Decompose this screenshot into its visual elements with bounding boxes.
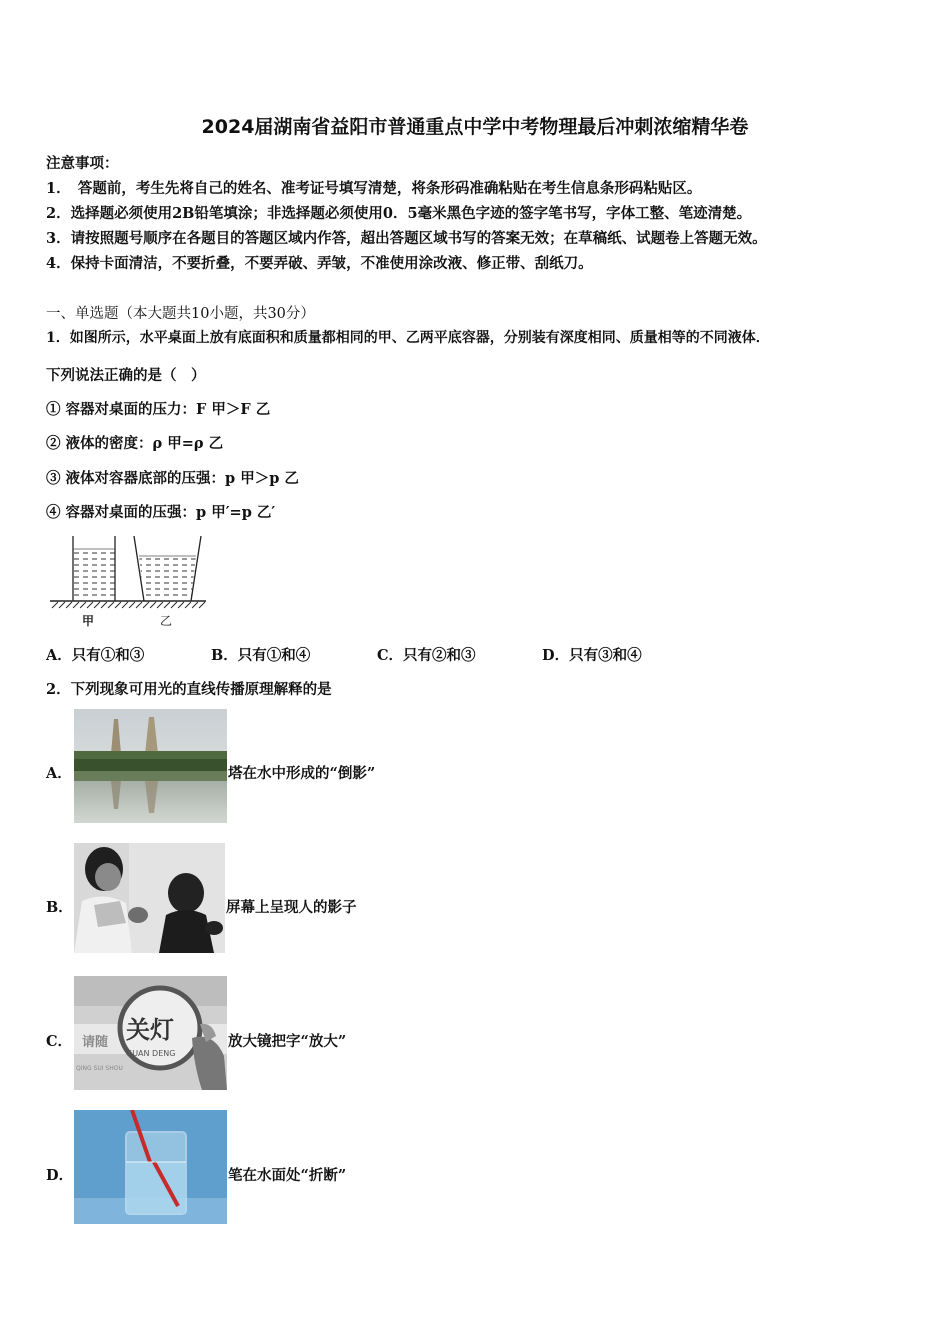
notice-item-4: 4．保持卡面清洁，不要折叠，不要弄破、弄皱，不准使用涂改液、修正带、刮纸刀。 [46,255,593,272]
q1-stem: 1．如图所示，水平桌面上放有底面积和质量都相同的甲、乙两平底容器，分别装有深度相同、质量相等的不同液体． [46,330,770,346]
notice-heading: 注意事项： [46,155,119,172]
q2-option-b-letter[interactable]: B． [46,899,73,916]
shadow-image [74,843,225,953]
containers-figure [46,532,211,632]
magnifier-big-text: 关灯 [126,1016,174,1044]
magnifier-pinyin-small: QING SUI SHOU [76,1065,123,1072]
section-heading: 一、单选题（本大题共10小题，共30分） [46,306,315,322]
q1-ask: 下列说法正确的是（ ） [46,367,206,384]
label-yi: 乙 [160,614,173,628]
q1-statement-4: ④ 容器对桌面的压强：p 甲′=p 乙′ [46,504,276,521]
pen-in-water-image [74,1110,227,1224]
q1-options [46,644,706,664]
notice-item-2: 2．选择题必须使用2B铅笔填涂；非选择题必须使用0．5毫米黑色字迹的签字笔书写，字体工整、笔迹清楚。 [46,205,752,222]
magnifier-small-text: 请随 [82,1035,109,1050]
magnifier-image [74,976,227,1090]
q1-statement-2: ② 液体的密度：ρ 甲=ρ 乙 [46,435,224,452]
pagoda-reflection-image [74,709,227,823]
page-title: 2024届湖南省益阳市普通重点中学中考物理最后冲刺浓缩精华卷 [201,116,749,138]
q1-option-d[interactable]: D．只有③和④ [542,647,642,664]
q2-option-a-letter[interactable]: A． [46,765,72,782]
q2-option-c-letter[interactable]: C． [46,1033,73,1050]
notice-item-3: 3．请按照题号顺序在各题目的答题区域内作答，超出答题区域书写的答案无效；在草稿纸、试题卷上答题无效。 [46,230,767,247]
label-jia: 甲 [82,614,95,628]
q1-option-a[interactable]: A．只有①和③ [46,647,145,664]
magnifier-pinyin-big: GUAN DENG [126,1049,176,1058]
q1-option-b[interactable]: B．只有①和④ [211,647,311,664]
q2-option-d-caption: 笔在水面处“折断” [228,1167,347,1184]
q2-option-a-caption: 塔在水中形成的“倒影” [228,765,376,782]
q2-option-d-letter[interactable]: D． [46,1167,74,1184]
q2-stem: 2．下列现象可用光的直线传播原理解释的是 [46,681,332,698]
q2-option-b-caption: 屏幕上呈现人的影子 [226,899,357,916]
q1-statement-1: ① 容器对桌面的压力：F 甲＞F 乙 [46,401,271,418]
notice-item-1: 1． 答题前，考生先将自己的姓名、准考证号填写清楚，将条形码准确粘贴在考生信息条形码粘贴区。 [46,180,702,197]
q2-option-c-caption: 放大镜把字“放大” [228,1033,347,1050]
q1-statement-3: ③ 液体对容器底部的压强：p 甲＞p 乙 [46,470,299,487]
q1-option-c[interactable]: C．只有②和③ [377,647,476,664]
